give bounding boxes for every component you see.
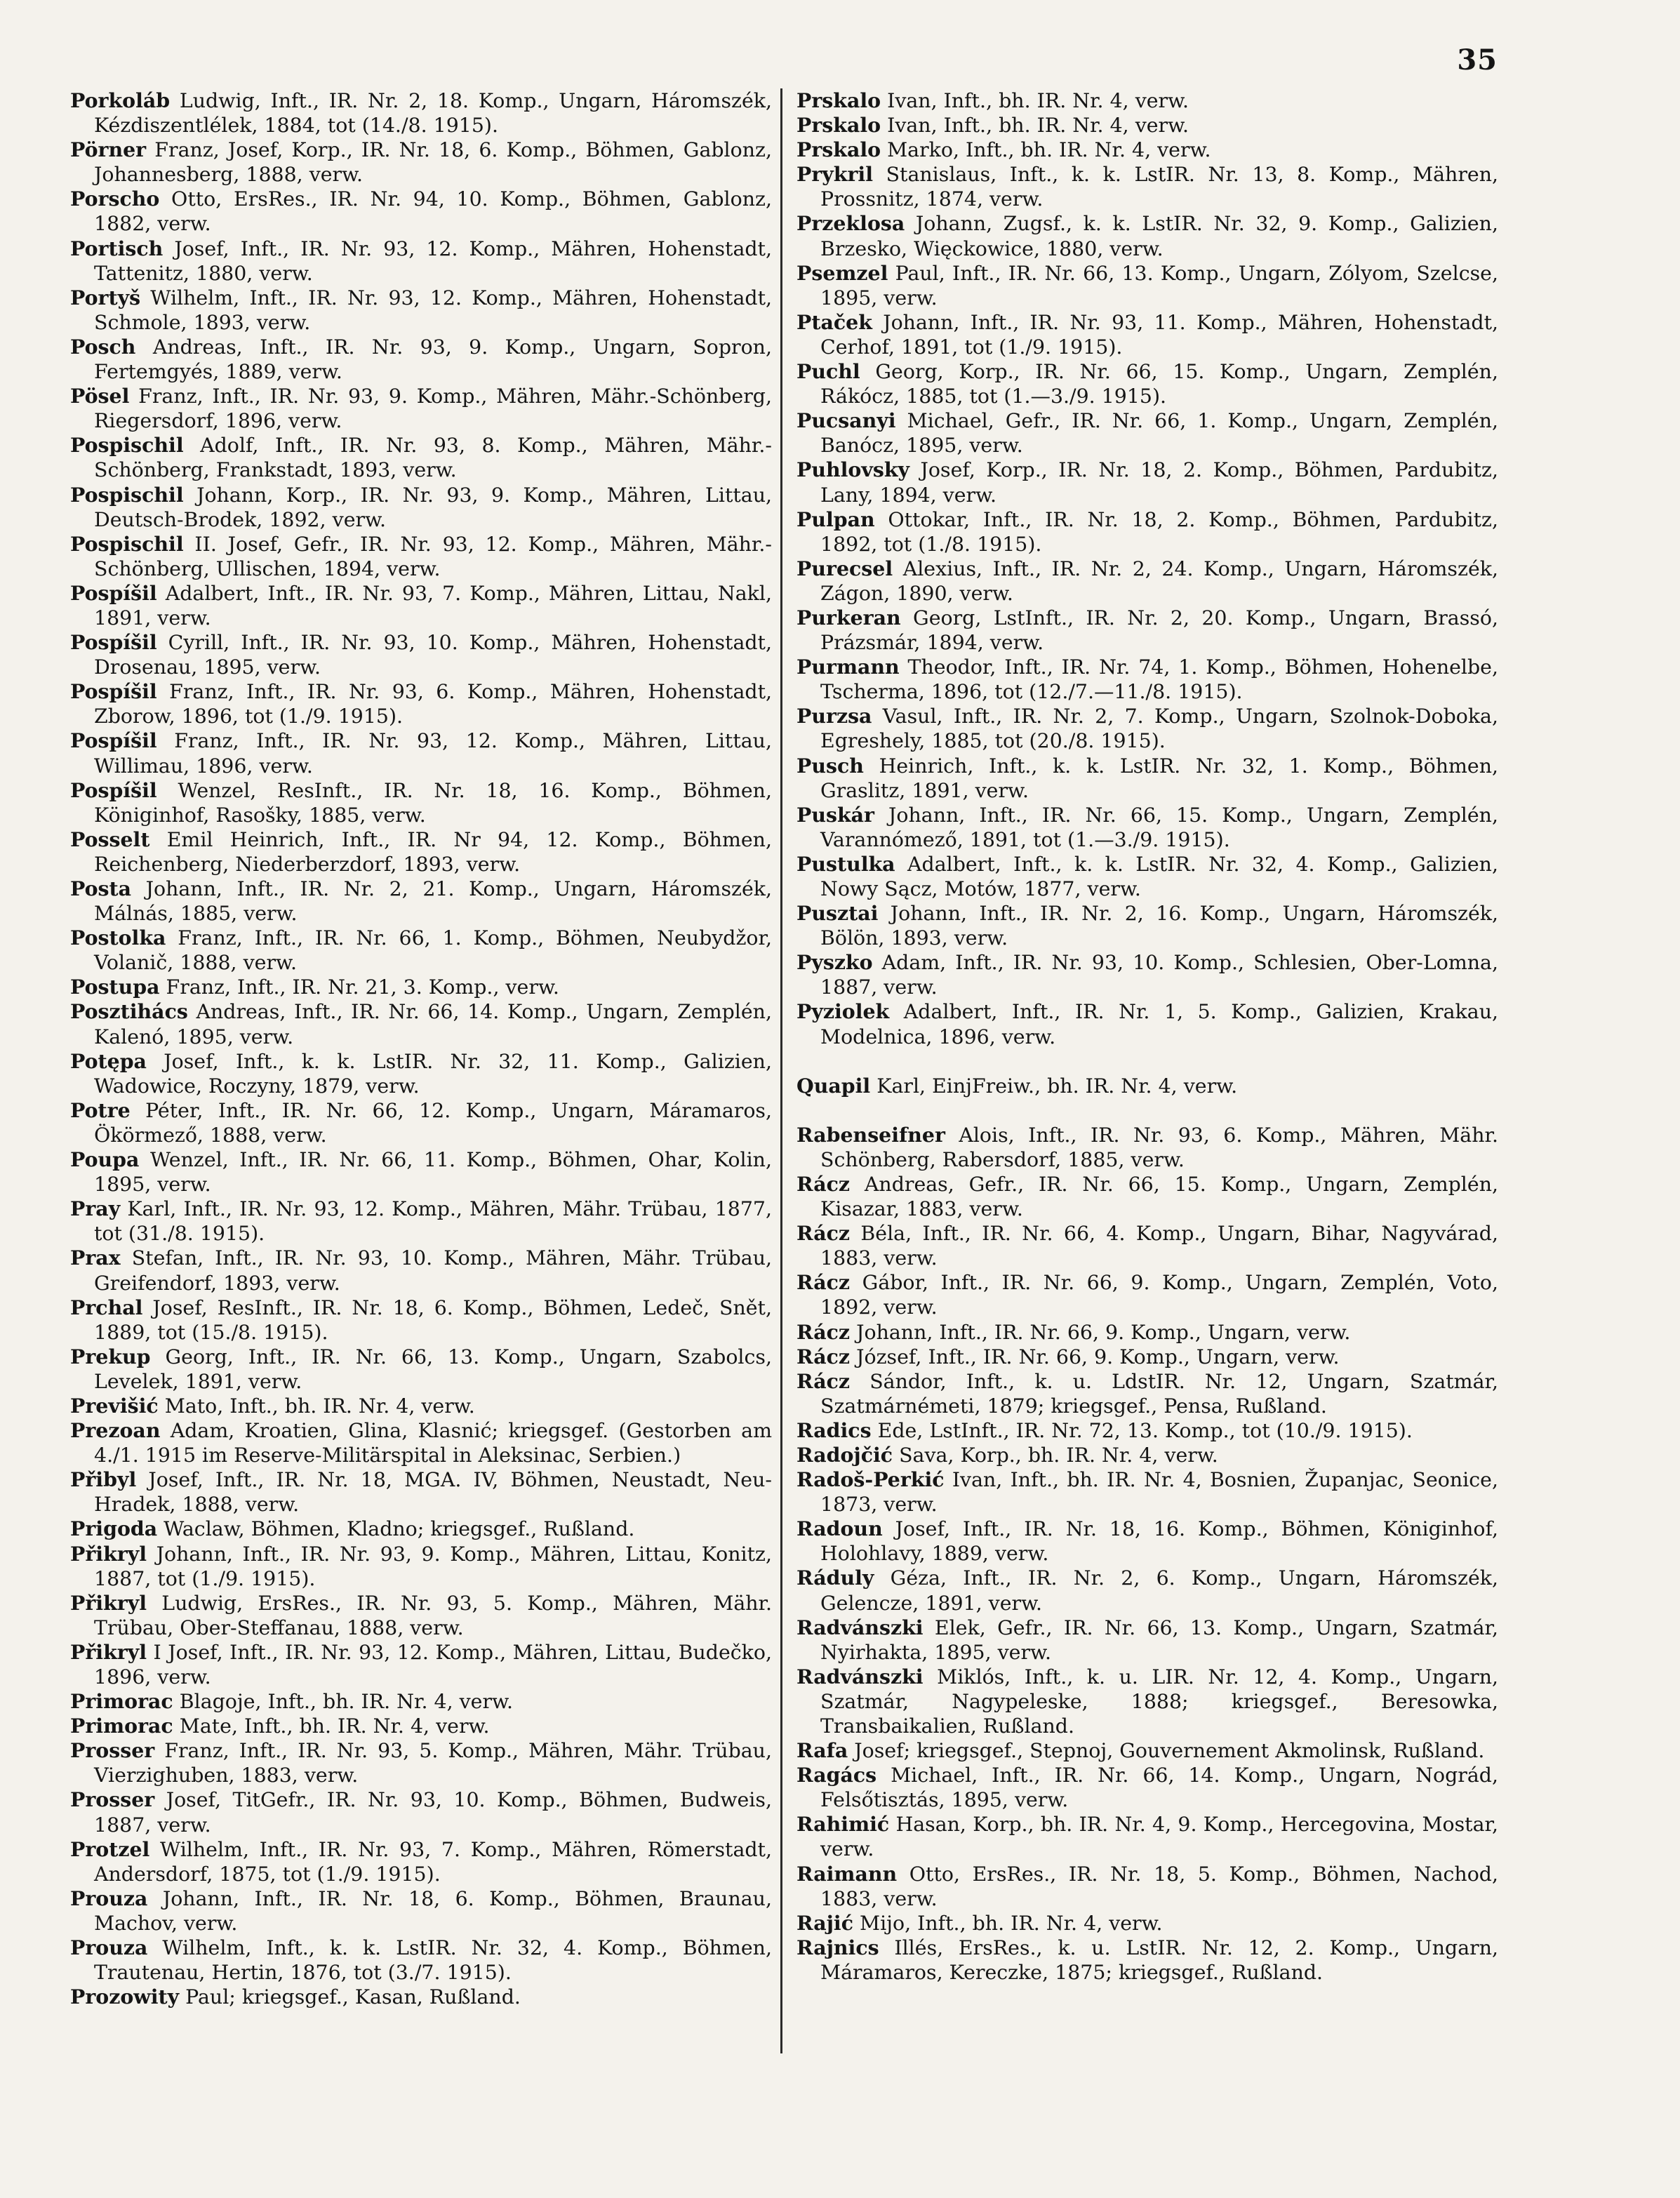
list-item bbox=[796, 507, 1498, 557]
list-item bbox=[70, 237, 772, 286]
entry-details: Josef, Inft., k. k. LstIR. Nr. 32, 11. Komp., Galizien, Wadowice, Roczyny, 1879, verw. bbox=[94, 1049, 772, 1098]
entry-details: Stanislaus, Inft., k. k. LstIR. Nr. 13, 8. Komp., Mähren, Prossnitz, 1874, verw. bbox=[820, 163, 1498, 211]
entry-details: Franz, Inft., IR. Nr. 66, 1. Komp., Böhmen, Neubydžor, Volanič, 1888, verw. bbox=[94, 926, 772, 975]
entry-surname: Puhlovsky bbox=[796, 458, 910, 482]
list-item bbox=[70, 433, 772, 482]
entry-surname: Radvánszki bbox=[796, 1664, 924, 1689]
entry-details: Paul, Inft., IR. Nr. 66, 13. Komp., Ungarn, Zólyom, Szelcse, 1895, verw. bbox=[820, 261, 1498, 309]
list-item bbox=[796, 852, 1498, 901]
list-item bbox=[796, 950, 1498, 999]
list-item bbox=[70, 1394, 772, 1418]
entry-details: Vasul, Inft., IR. Nr. 2, 7. Komp., Ungarn, Szolnok-Doboka, Egreshely, 1885, tot (20./8. 1915). bbox=[820, 705, 1498, 753]
entry-details: Franz, Inft., IR. Nr. 93, 9. Komp., Mähren, Mähr.-Schönberg, Riegersdorf, 1896, verw. bbox=[94, 385, 772, 433]
entry-surname: Přikryl bbox=[70, 1639, 147, 1664]
entry-details: Cyrill, Inft., IR. Nr. 93, 10. Komp., Mähren, Hohenstadt, Drosenau, 1895, verw. bbox=[94, 631, 772, 679]
entry-surname: Psemzel bbox=[796, 260, 888, 285]
list-item bbox=[796, 1616, 1498, 1665]
entry-details: II. Josef, Gefr., IR. Nr. 93, 12. Komp., Mähren, Mähr.-Schönberg, Ullischen, 1894, verw. bbox=[94, 532, 773, 580]
list-item bbox=[70, 286, 772, 335]
entry-details: Johann, Inft., IR. Nr. 93, 11. Komp., Mähren, Hohenstadt, Cerhof, 1891, tot (1./9. 1915). bbox=[820, 310, 1498, 359]
entry-details: Wenzel, ResInft., IR. Nr. 18, 16. Komp., Böhmen, Königinhof, Rasošky, 1885, verw. bbox=[94, 778, 772, 827]
entry-details: Alois, Inft., IR. Nr. 93, 6. Komp., Mähren, Mähr. Schönberg, Rabersdorf, 1885, verw. bbox=[820, 1123, 1498, 1171]
list-item bbox=[70, 728, 772, 778]
list-item bbox=[70, 532, 772, 581]
entry-surname: Prskalo bbox=[796, 138, 881, 162]
list-item bbox=[796, 1369, 1498, 1418]
entry-details: Ludwig, Inft., IR. Nr. 2, 18. Komp., Ungarn, Háromszék, Kézdiszentlélek, 1884, tot (14./8. 1915). bbox=[94, 89, 772, 138]
entry-surname: Posztihács bbox=[70, 999, 188, 1024]
list-item bbox=[796, 1443, 1498, 1467]
entry-details: Hasan, Korp., bh. IR. Nr. 4, 9. Komp., Hercegovina, Mostar, verw. bbox=[820, 1813, 1498, 1861]
entry-surname: Rácz bbox=[796, 1319, 851, 1344]
list-item bbox=[796, 1270, 1498, 1319]
entry-surname: Pusch bbox=[796, 753, 864, 778]
entry-details: Géza, Inft., IR. Nr. 2, 6. Komp., Ungarn, Háromszék, Gelencze, 1891, verw. bbox=[820, 1566, 1498, 1615]
entry-details: Adalbert, Inft., k. k. LstIR. Nr. 32, 4. Komp., Galizien, Nowy Sącz, Motów, 1877, verw. bbox=[820, 852, 1498, 900]
entry-surname: Posch bbox=[70, 334, 136, 359]
entry-details: Otto, ErsRes., IR. Nr. 94, 10. Komp., Böhmen, Gablonz, 1882, verw. bbox=[94, 187, 772, 236]
entry-details: Josef; kriegsgef., Stepnoj, Gouvernement Akmolinsk, Rußland. bbox=[854, 1739, 1485, 1763]
list-item bbox=[796, 1763, 1498, 1812]
entry-details: Johann, Zugsf., k. k. LstIR. Nr. 32, 9. Komp., Galizien, Brzesko, Więckowice, 1880, verw. bbox=[820, 212, 1498, 260]
list-item bbox=[796, 211, 1498, 260]
entry-details: Wilhelm, Inft., IR. Nr. 93, 7. Komp., Mähren, Römerstadt, Andersdorf, 1875, tot (1./9. 1915). bbox=[94, 1837, 772, 1886]
list-item bbox=[796, 704, 1498, 753]
list-item bbox=[796, 557, 1498, 606]
list-item bbox=[70, 1689, 772, 1714]
entry-surname: Prosser bbox=[70, 1738, 155, 1763]
entry-details: Heinrich, Inft., k. k. LstIR. Nr. 32, 1. Komp., Böhmen, Graslitz, 1891, verw. bbox=[820, 754, 1499, 802]
list-item bbox=[70, 335, 772, 384]
entry-surname: Prosser bbox=[70, 1787, 155, 1812]
entry-details: Georg, Korp., IR. Nr. 66, 15. Komp., Ungarn, Zemplén, Rákócz, 1885, tot (1.—3./9. 1915). bbox=[820, 360, 1498, 408]
entry-surname: Přikryl bbox=[70, 1541, 147, 1566]
entry-details: Ivan, Inft., bh. IR. Nr. 4, verw. bbox=[887, 114, 1189, 138]
entry-details: Franz, Inft., IR. Nr. 93, 12. Komp., Mähren, Littau, Willimau, 1896, verw. bbox=[94, 729, 772, 778]
entry-details: Stefan, Inft., IR. Nr. 93, 10. Komp., Mähren, Mähr. Trübau, Greifendorf, 1893, verw. bbox=[94, 1246, 773, 1295]
list-item bbox=[796, 1862, 1498, 1911]
entry-details: Andreas, Inft., IR. Nr. 93, 9. Komp., Ungarn, Sopron, Fertemgyés, 1889, verw. bbox=[94, 335, 772, 384]
entry-surname: Rácz bbox=[796, 1368, 851, 1393]
entry-details: Péter, Inft., IR. Nr. 66, 12. Komp., Ungarn, Máramaros, Ökörmező, 1888, verw. bbox=[94, 1098, 773, 1147]
list-item bbox=[796, 310, 1498, 359]
entry-details: Josef, Inft., IR. Nr. 18, MGA. IV, Böhmen, Neustadt, Neu-Hradek, 1888, verw. bbox=[94, 1468, 772, 1517]
entry-surname: Rácz bbox=[796, 1344, 851, 1368]
entry-surname: Rácz bbox=[796, 1171, 851, 1196]
list-item bbox=[70, 1886, 772, 1936]
list-item bbox=[796, 1665, 1498, 1738]
left-column bbox=[70, 88, 772, 2009]
list-item bbox=[70, 1246, 772, 1295]
entry-surname: Přibyl bbox=[70, 1467, 137, 1492]
entry-surname: Rácz bbox=[796, 1270, 851, 1295]
entry-surname: Pucsanyi bbox=[796, 408, 896, 433]
list-item bbox=[796, 1738, 1498, 1763]
entry-surname: Pospischil bbox=[70, 531, 184, 556]
list-item bbox=[796, 1936, 1498, 1985]
entry-surname: Prax bbox=[70, 1246, 121, 1270]
list-item bbox=[796, 1074, 1498, 1098]
list-item bbox=[70, 877, 772, 926]
list-item bbox=[70, 1345, 772, 1394]
entry-details: Johann, Inft., IR. Nr. 93, 9. Komp., Mähren, Littau, Konitz, 1887, tot (1./9. 1915). bbox=[94, 1542, 772, 1590]
entry-surname: Rajić bbox=[796, 1910, 853, 1935]
list-item bbox=[796, 901, 1498, 950]
list-item bbox=[70, 1640, 772, 1689]
entry-details: Michael, Gefr., IR. Nr. 66, 1. Komp., Ungarn, Zemplén, Banócz, 1895, verw. bbox=[820, 409, 1499, 458]
entry-surname: Rajnics bbox=[796, 1935, 879, 1959]
entry-surname: Pospíšil bbox=[70, 580, 157, 605]
entry-surname: Prskalo bbox=[796, 113, 881, 138]
entry-surname: Portyš bbox=[70, 285, 141, 309]
entry-details: Blagoje, Inft., bh. IR. Nr. 4, verw. bbox=[179, 1690, 513, 1714]
list-item bbox=[70, 1542, 772, 1591]
entry-details: Josef, ResInft., IR. Nr. 18, 6. Komp., Böhmen, Ledeč, Snět, 1889, tot (15./8. 1915). bbox=[94, 1296, 772, 1344]
entry-surname: Pyziolek bbox=[796, 999, 890, 1024]
list-item bbox=[796, 458, 1498, 507]
list-item bbox=[70, 88, 772, 138]
list-item bbox=[796, 606, 1498, 655]
list-item bbox=[796, 1345, 1498, 1369]
section-gap bbox=[796, 1098, 1498, 1123]
entry-surname: Posta bbox=[70, 877, 132, 900]
list-item bbox=[70, 1147, 772, 1197]
entry-surname: Pusztai bbox=[796, 901, 879, 926]
list-item bbox=[796, 655, 1498, 704]
list-item bbox=[70, 926, 772, 975]
entry-details: Ludwig, ErsRes., IR. Nr. 93, 5. Komp., Mähren, Mähr. Trübau, Ober-Steffanau, 1888, verw. bbox=[94, 1591, 773, 1639]
entry-details: I Josef, Inft., IR. Nr. 93, 12. Komp., Mähren, Littau, Budečko, 1896, verw. bbox=[94, 1640, 772, 1689]
entry-details: Mijo, Inft., bh. IR. Nr. 4, verw. bbox=[860, 1911, 1163, 1935]
entry-details: Mato, Inft., bh. IR. Nr. 4, verw. bbox=[164, 1394, 475, 1418]
list-item bbox=[70, 1738, 772, 1787]
entry-surname: Pospíšil bbox=[70, 728, 157, 753]
list-item bbox=[70, 1296, 772, 1345]
entry-surname: Porscho bbox=[70, 187, 160, 211]
list-item bbox=[796, 138, 1498, 162]
entry-surname: Postupa bbox=[70, 975, 160, 999]
entry-details: Johann, Inft., IR. Nr. 18, 6. Komp., Böhmen, Braunau, Machov, verw. bbox=[94, 1886, 772, 1935]
entry-surname: Purmann bbox=[796, 655, 900, 679]
entry-surname: Potre bbox=[70, 1098, 131, 1122]
list-item bbox=[796, 1911, 1498, 1936]
entry-surname: Prykril bbox=[796, 162, 874, 187]
entry-surname: Pospíšil bbox=[70, 630, 157, 655]
entry-details: Georg, LstInft., IR. Nr. 2, 20. Komp., Ungarn, Brassó, Prázsmár, 1894, verw. bbox=[820, 606, 1498, 655]
entry-surname: Purzsa bbox=[796, 704, 872, 728]
entry-details: Franz, Josef, Korp., IR. Nr. 18, 6. Komp., Böhmen, Gablonz, Johannesberg, 1888, verw. bbox=[94, 138, 772, 187]
entry-surname: Quapil bbox=[796, 1073, 871, 1098]
entry-surname: Protzel bbox=[70, 1837, 150, 1861]
entry-surname: Prigoda bbox=[70, 1517, 158, 1541]
entry-surname: Prouza bbox=[70, 1936, 148, 1960]
entry-details: Waclaw, Böhmen, Kladno; kriegsgef., Rußland. bbox=[164, 1517, 635, 1541]
entry-details: Emil Heinrich, Inft., IR. Nr 94, 12. Komp., Böhmen, Reichenberg, Niederberzdorf, 1893, verw. bbox=[94, 827, 772, 876]
entry-surname: Pörner bbox=[70, 138, 147, 162]
entry-details: Wilhelm, Inft., IR. Nr. 93, 12. Komp., Mähren, Hohenstadt, Schmole, 1893, verw. bbox=[94, 286, 773, 334]
entry-details: Elek, Gefr., IR. Nr. 66, 13. Komp., Ungarn, Szatmár, Nyirhakta, 1895, verw. bbox=[820, 1616, 1498, 1664]
entry-surname: Przeklosa bbox=[796, 211, 905, 236]
entry-surname: Potępa bbox=[70, 1048, 147, 1073]
entry-details: Johann, Inft., IR. Nr. 66, 9. Komp., Ungarn, verw. bbox=[856, 1320, 1351, 1344]
entry-details: Illés, ErsRes., k. u. LstIR. Nr. 12, 2. Komp., Ungarn, Máramaros, Kereczke, 1875; kriegsgef., Rußland. bbox=[820, 1936, 1499, 1984]
entry-details: Franz, Inft., IR. Nr. 21, 3. Komp., verw. bbox=[166, 975, 559, 999]
list-item bbox=[70, 1517, 772, 1541]
entry-details: Sándor, Inft., k. u. LdstIR. Nr. 12, Ungarn, Szatmár, Szatmárnémeti, 1879; kriegsgef., Pensa, Rußland. bbox=[820, 1369, 1499, 1418]
list-item bbox=[70, 1985, 772, 2009]
entry-surname: Ptaček bbox=[796, 309, 872, 334]
entry-details: Gábor, Inft., IR. Nr. 66, 9. Komp., Ungarn, Zemplén, Voto, 1892, verw. bbox=[820, 1271, 1498, 1319]
list-item bbox=[796, 359, 1498, 408]
entry-details: Adalbert, Inft., IR. Nr. 1, 5. Komp., Galizien, Krakau, Modelnica, 1896, verw. bbox=[820, 1000, 1498, 1048]
list-item bbox=[70, 778, 772, 827]
list-item bbox=[796, 162, 1498, 211]
list-item bbox=[796, 1467, 1498, 1517]
entry-details: Josef, Korp., IR. Nr. 18, 2. Komp., Böhmen, Pardubitz, Lany, 1894, verw. bbox=[820, 458, 1498, 507]
entry-details: Michael, Inft., IR. Nr. 66, 14. Komp., Ungarn, Nográd, Felsőtisztás, 1895, verw. bbox=[820, 1764, 1498, 1812]
list-item bbox=[70, 1418, 772, 1467]
entry-details: Johann, Inft., IR. Nr. 2, 16. Komp., Ungarn, Háromszék, Bölön, 1893, verw. bbox=[820, 902, 1498, 950]
list-item bbox=[796, 88, 1498, 113]
right-column bbox=[796, 88, 1498, 1985]
entry-surname: Rahimić bbox=[796, 1812, 890, 1837]
list-item bbox=[70, 975, 772, 999]
list-item bbox=[70, 384, 772, 433]
entry-details: Josef, TitGefr., IR. Nr. 93, 10. Komp., Böhmen, Budweis, 1887, verw. bbox=[94, 1788, 772, 1837]
entry-details: József, Inft., IR. Nr. 66, 9. Komp., Ungarn, verw. bbox=[856, 1345, 1340, 1368]
entry-details: Wenzel, Inft., IR. Nr. 66, 11. Komp., Böhmen, Ohar, Kolin, 1895, verw. bbox=[94, 1148, 772, 1197]
entry-details: Andreas, Inft., IR. Nr. 66, 14. Komp., Ungarn, Zemplén, Kalenó, 1895, verw. bbox=[94, 1000, 772, 1048]
entry-details: Wilhelm, Inft., k. k. LstIR. Nr. 32, 4. Komp., Böhmen, Trautenau, Hertin, 1876, tot (3./7. 1915). bbox=[94, 1936, 772, 1985]
entry-surname: Pray bbox=[70, 1197, 121, 1221]
list-item bbox=[796, 803, 1498, 852]
entry-details: Ivan, Inft., bh. IR. Nr. 4, Bosnien, Županjac, Seonice, 1873, verw. bbox=[820, 1468, 1498, 1517]
entry-surname: Rácz bbox=[796, 1221, 851, 1246]
entry-details: Adam, Kroatien, Glina, Klasnić; kriegsgef. (Gestorben am 4./1. 1915 im Reserve-Militärspital in Aleksinac, Serbien.) bbox=[94, 1419, 772, 1467]
list-item bbox=[796, 1517, 1498, 1566]
entry-details: Sava, Korp., bh. IR. Nr. 4, verw. bbox=[899, 1443, 1218, 1467]
list-item bbox=[796, 1221, 1498, 1270]
entry-details: Johann, Inft., IR. Nr. 2, 21. Komp., Ungarn, Háromszék, Málnás, 1885, verw. bbox=[94, 877, 772, 926]
list-item bbox=[796, 1123, 1498, 1172]
entry-details: Marko, Inft., bh. IR. Nr. 4, verw. bbox=[887, 138, 1211, 162]
entry-details: Josef, Inft., IR. Nr. 93, 12. Komp., Mähren, Hohenstadt, Tattenitz, 1880, verw. bbox=[94, 237, 772, 285]
entry-details: Paul; kriegsgef., Kasan, Rußland. bbox=[185, 1985, 521, 2009]
entry-surname: Přikryl bbox=[70, 1590, 147, 1615]
list-item bbox=[70, 1837, 772, 1886]
entry-surname: Purecsel bbox=[796, 556, 893, 580]
entry-surname: Pospíšil bbox=[70, 778, 157, 802]
entry-surname: Rabenseifner bbox=[796, 1122, 945, 1147]
column-divider bbox=[780, 88, 782, 2053]
entry-surname: Previšić bbox=[70, 1393, 159, 1418]
entry-surname: Purkeran bbox=[796, 605, 901, 630]
entry-surname: Postolka bbox=[70, 926, 166, 950]
entry-details: Johann, Korp., IR. Nr. 93, 9. Komp., Mähren, Littau, Deutsch-Brodek, 1892, verw. bbox=[94, 483, 772, 531]
entry-details: Johann, Inft., IR. Nr. 66, 15. Komp., Ungarn, Zemplén, Varannómező, 1891, tot (1.—3./9. 1915). bbox=[820, 803, 1498, 851]
entry-surname: Ragács bbox=[796, 1763, 877, 1787]
list-item bbox=[70, 1197, 772, 1246]
entry-surname: Pospischil bbox=[70, 433, 184, 458]
entry-surname: Primorac bbox=[70, 1714, 173, 1738]
right-section-r bbox=[796, 1123, 1498, 1985]
list-item bbox=[70, 1591, 772, 1640]
list-item bbox=[70, 187, 772, 236]
list-item bbox=[70, 581, 772, 630]
list-item bbox=[70, 1049, 772, 1098]
entry-surname: Puskár bbox=[796, 802, 874, 827]
entry-surname: Prozowity bbox=[70, 1985, 180, 2009]
list-item bbox=[70, 138, 772, 187]
list-item bbox=[796, 754, 1498, 803]
page-number: 35 bbox=[1457, 44, 1498, 76]
list-item bbox=[70, 827, 772, 877]
entry-surname: Pyszko bbox=[796, 950, 873, 975]
entry-surname: Prchal bbox=[70, 1295, 143, 1319]
entry-details: Karl, Inft., IR. Nr. 93, 12. Komp., Mähren, Mähr. Trübau, 1877, tot (31./8. 1915). bbox=[94, 1197, 772, 1246]
entry-details: Béla, Inft., IR. Nr. 66, 4. Komp., Ungarn, Bihar, Nagyvárad, 1883, verw. bbox=[820, 1222, 1499, 1270]
list-item bbox=[70, 1936, 772, 1985]
entry-details: Franz, Inft., IR. Nr. 93, 5. Komp., Mähren, Mähr. Trübau, Vierzighuben, 1883, verw. bbox=[94, 1739, 772, 1787]
list-item bbox=[796, 113, 1498, 138]
entry-details: Georg, Inft., IR. Nr. 66, 13. Komp., Ungarn, Szabolcs, Levelek, 1891, verw. bbox=[94, 1345, 772, 1393]
entry-surname: Pustulka bbox=[796, 851, 895, 876]
entry-surname: Primorac bbox=[70, 1689, 173, 1714]
list-item bbox=[796, 1418, 1498, 1443]
entry-surname: Radvánszki bbox=[796, 1615, 924, 1639]
list-item bbox=[70, 1714, 772, 1738]
list-item bbox=[796, 408, 1498, 458]
entry-details: Adam, Inft., IR. Nr. 93, 10. Komp., Schlesien, Ober-Lomna, 1887, verw. bbox=[820, 951, 1498, 999]
entry-surname: Rafa bbox=[796, 1738, 848, 1763]
entry-details: Alexius, Inft., IR. Nr. 2, 24. Komp., Ungarn, Háromszék, Zágon, 1890, verw. bbox=[820, 557, 1498, 605]
list-item bbox=[70, 483, 772, 532]
entry-details: Miklós, Inft., k. u. LIR. Nr. 12, 4. Komp., Ungarn, Szatmár, Nagypeleske, 1888; kriegsgef., Beresowka, Transbaikalien, Rußland. bbox=[820, 1665, 1498, 1738]
entry-surname: Pospischil bbox=[70, 482, 184, 507]
entry-surname: Pösel bbox=[70, 384, 130, 408]
entry-surname: Porkoláb bbox=[70, 88, 171, 112]
entry-surname: Puchl bbox=[796, 359, 860, 384]
entry-surname: Posselt bbox=[70, 827, 150, 851]
entry-details: Otto, ErsRes., IR. Nr. 18, 5. Komp., Böhmen, Nachod, 1883, verw. bbox=[820, 1862, 1498, 1910]
entry-details: Adolf, Inft., IR. Nr. 93, 8. Komp., Mähren, Mähr.-Schönberg, Frankstadt, 1893, verw. bbox=[94, 434, 773, 482]
entry-surname: Pospíšil bbox=[70, 679, 157, 704]
entry-surname: Ráduly bbox=[796, 1566, 874, 1590]
entry-surname: Prskalo bbox=[796, 88, 881, 112]
entry-surname: Radojčić bbox=[796, 1442, 893, 1467]
list-item bbox=[796, 1566, 1498, 1615]
list-item bbox=[70, 1098, 772, 1147]
entry-details: Andreas, Gefr., IR. Nr. 66, 15. Komp., Ungarn, Zemplén, Kisazar, 1883, verw. bbox=[820, 1172, 1498, 1221]
entry-details: Karl, EinjFreiw., bh. IR. Nr. 4, verw. bbox=[876, 1074, 1238, 1098]
list-item bbox=[70, 1787, 772, 1837]
list-item bbox=[796, 999, 1498, 1048]
entry-surname: Pulpan bbox=[796, 507, 875, 531]
entry-details: Josef, Inft., IR. Nr. 18, 16. Komp., Böhmen, Königinhof, Holohlavy, 1889, verw. bbox=[820, 1517, 1499, 1566]
list-item bbox=[796, 1320, 1498, 1345]
entry-surname: Radoun bbox=[796, 1517, 883, 1541]
list-item bbox=[796, 1172, 1498, 1221]
entry-surname: Prekup bbox=[70, 1344, 151, 1368]
list-item bbox=[796, 1812, 1498, 1861]
list-item bbox=[70, 679, 772, 728]
list-item bbox=[796, 261, 1498, 310]
entry-details: Ede, LstInft., IR. Nr. 72, 13. Komp., tot (10./9. 1915). bbox=[877, 1418, 1413, 1442]
entry-details: Franz, Inft., IR. Nr. 93, 6. Komp., Mähren, Hohenstadt, Zborow, 1896, tot (1./9. 1915). bbox=[94, 680, 773, 728]
section-gap bbox=[796, 1049, 1498, 1074]
entry-details: Ivan, Inft., bh. IR. Nr. 4, verw. bbox=[887, 89, 1189, 112]
entry-surname: Portisch bbox=[70, 236, 164, 260]
entry-surname: Poupa bbox=[70, 1147, 140, 1172]
list-item bbox=[70, 630, 772, 679]
entry-surname: Prezoan bbox=[70, 1418, 161, 1443]
entry-details: Mate, Inft., bh. IR. Nr. 4, verw. bbox=[179, 1714, 490, 1738]
entry-surname: Raimann bbox=[796, 1861, 898, 1886]
entry-surname: Prouza bbox=[70, 1886, 148, 1910]
entry-details: Ottokar, Inft., IR. Nr. 18, 2. Komp., Böhmen, Pardubitz, 1892, tot (1./8. 1915). bbox=[820, 507, 1498, 556]
right-section-p bbox=[796, 88, 1498, 1049]
entry-details: Adalbert, Inft., IR. Nr. 93, 7. Komp., Mähren, Littau, Nakl, 1891, verw. bbox=[94, 581, 772, 630]
entry-details: Theodor, Inft., IR. Nr. 74, 1. Komp., Böhmen, Hohenelbe, Tscherma, 1896, tot (12./7.—11./8. 1915). bbox=[820, 655, 1498, 704]
list-item bbox=[70, 1467, 772, 1517]
list-item bbox=[70, 999, 772, 1048]
entry-surname: Radics bbox=[796, 1418, 872, 1442]
right-section-q bbox=[796, 1074, 1498, 1098]
entry-surname: Radoš-Perkić bbox=[796, 1467, 945, 1492]
